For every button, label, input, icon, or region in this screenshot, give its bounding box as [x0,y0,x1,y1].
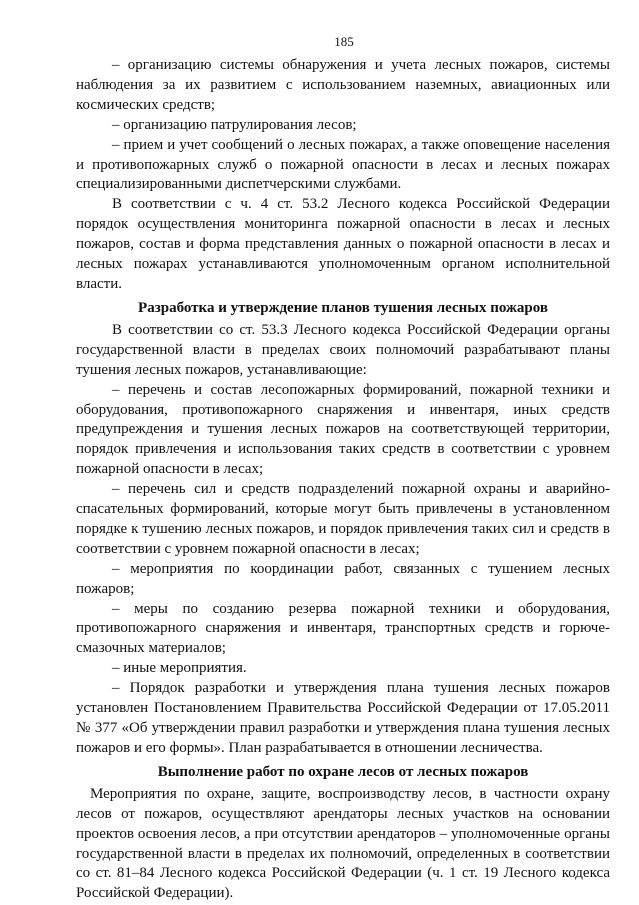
paragraph: В соответствии с ч. 4 ст. 53.2 Лесного кодекса Российской Федерации порядок осуществления мониторинга пожарной опасности в лесах и лесных пожаров, состав и форма представления данных о пожарной опасности в лесах и лесных пожарах устанавливаются уполномоченным органом исполнительной власти. [76,196,610,292]
page-number: 185 [334,34,354,49]
paragraph: – Порядок разработки и утверждения плана тушения лесных пожаров установлен Постановлением Правительства Российской Федерации от 17.05.2011 № 377 «Об утверждении правил разработки и утверждения плана тушения лесных пожаров и его формы». План разрабатывается в отношении лесничества. [76,680,610,756]
paragraph: – перечень сил и средств подразделений пожарной охраны и аварийно-спасательных формирований, которые могут быть привлечены в установленном порядке к тушению лесных пожаров, и порядок привлечения таких сил и средств в соответствии с уровнем пожарной опасности в лесах; [76,481,610,557]
fire-protection-section [76,785,610,904]
monitoring-list [76,56,610,295]
paragraph: – организацию патрулирования лесов; [112,116,357,133]
paragraph: – иные мероприятия. [112,660,247,677]
paragraph: – мероприятия по координации работ, связанных с тушением лесных пожаров; [76,560,610,597]
section-heading-fire-protection-works: Выполнение работ по охране лесов от лесных пожаров [157,763,529,780]
section-heading-fire-plans: Разработка и утверждение планов тушения лесных пожаров [138,299,548,316]
paragraph: – организацию системы обнаружения и учета лесных пожаров, системы наблюдения за их развитием с использованием наземных, авиационных или космических средств; [76,57,610,113]
fire-plans-section [76,321,610,759]
paragraph: В соответствии со ст. 53.3 Лесного кодекса Российской Федерации органы государственной власти в пределах своих полномочий разрабатывают планы тушения лесных пожаров, устанавливающие: [76,321,610,378]
paragraph: – меры по созданию резерва пожарной техники и оборудования, противопожарного снаряжения и инвентаря, транспортных средств и горюче-смазочных материалов; [76,600,610,657]
paragraph: – перечень и состав лесопожарных формирований, пожарной техники и оборудования, противопожарного снаряжения и инвентаря, иных средств предупреждения и тушения лесных пожаров на соответствующей территории, порядок привлечения и использования таких средств в соответствии с уровнем пожарной опасности в лесах; [76,381,610,478]
paragraph: – прием и учет сообщений о лесных пожарах, а также оповещение населения и противопожарных служб о пожарной опасности в лесах и лесных пожарах специализированными диспетчерскими службами. [76,136,610,193]
paragraph: Мероприятия по охране, защите, воспроизводству лесов, в частности охрану лесов от пожаров, осуществляют арендаторы лесных участков на основании проектов освоения лесов, а при отсутствии арендаторов – уполномоченные органы государственной власти в пределах их полномочий, определенных в соответствии со ст. 81–84 Лесного кодекса Российской Федерации (ч. 1 ст. 19 Лесного кодекса Российской Федерации). [76,785,610,902]
